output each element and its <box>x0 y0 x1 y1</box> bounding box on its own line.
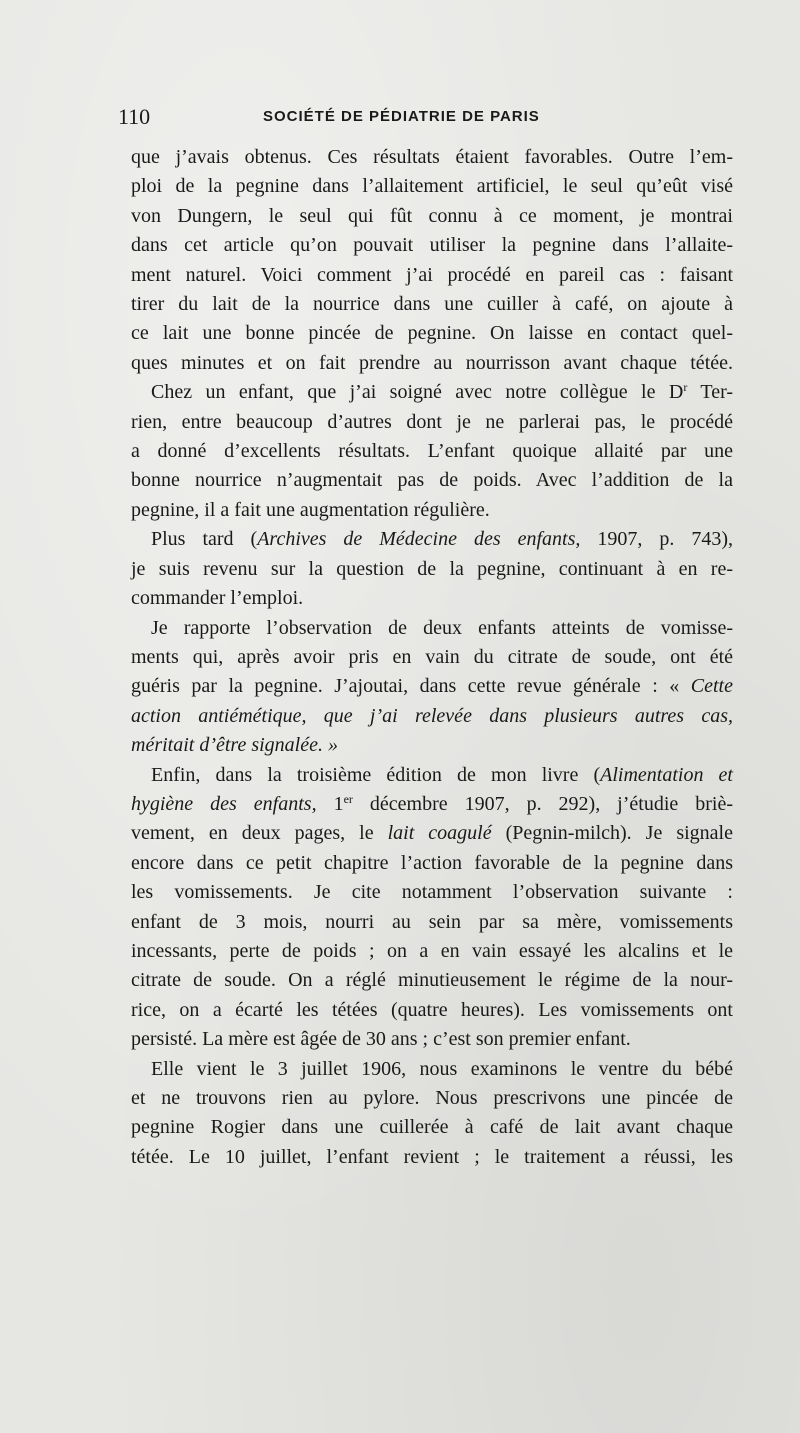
text-line: dans cet article qu’on pouvait utiliser la pegnine dans l’allaite- <box>131 234 733 257</box>
text-line: pegnine Rogier dans une cuillerée à café de lait avant chaque <box>131 1116 733 1139</box>
text-fragment: 1 <box>316 792 344 815</box>
text-line: ploi de la pegnine dans l’allaitement artificiel, le seul qu’eût visé <box>131 175 733 198</box>
text-line <box>131 761 733 790</box>
text-fragment: Chez un enfant, que j’ai soigné avec notre collègue le D <box>151 381 684 404</box>
text-line: tétée. Le 10 juillet, l’enfant revient ; le traitement a réussi, les <box>131 1145 733 1168</box>
text-line <box>131 702 733 731</box>
text-line: Elle vient le 3 juillet 1906, nous examinons le ventre du bébé <box>151 1057 733 1080</box>
text-line: ments qui, après avoir pris en vain du citrate de soude, ont été <box>131 645 733 668</box>
text-line: ment naturel. Voici comment j’ai procédé en pareil cas : faisant <box>131 263 733 286</box>
text-line: bonne nourrice n’augmentait pas de poids. Avec l’addition de la <box>131 469 733 492</box>
body-text <box>131 143 733 1172</box>
text-line <box>131 819 733 848</box>
text-line: persisté. La mère est âgée de 30 ans ; c’est son premier enfant. <box>131 1028 631 1051</box>
page-header <box>118 104 738 134</box>
text-line: rien, entre beaucoup d’autres dont je ne parlerai pas, le procédé <box>131 410 733 433</box>
italic-term: lait coagulé <box>387 822 492 845</box>
text-fragment: (Pegnin-milch). Je signale <box>491 822 733 845</box>
text-line: a donné d’excellents résultats. L’enfant quoique allaité par une <box>131 440 733 463</box>
text-line: ce lait une bonne pincée de pegnine. On laisse en contact quel- <box>131 322 733 345</box>
text-line: que j’avais obtenus. Ces résultats étaient favorables. Outre l’em- <box>131 146 733 168</box>
superscript: r <box>683 380 688 395</box>
text-line: enfant de 3 mois, nourri au sein par sa mère, vomissements <box>131 910 733 933</box>
text-line: je suis revenu sur la question de la pegnine, continuant à en re- <box>131 557 733 580</box>
text-fragment: Ter- <box>687 381 734 404</box>
text-line: rice, on a écarté les tétées (quatre heures). Les vomissements ont <box>131 998 733 1021</box>
italic-citation: hygiène des enfants, <box>131 792 317 815</box>
text-line: encore dans ce petit chapitre l’action favorable de la pegnine dans <box>131 851 733 874</box>
italic-quote: Cette <box>690 675 733 698</box>
text-fragment: guéris par la pegnine. J’ajoutai, dans cette revue générale : « <box>131 675 691 698</box>
text-line: les vomissements. Je cite notamment l’observation suivante : <box>131 881 733 904</box>
text-line: von Dungern, le seul qui fût connu à ce moment, je montrai <box>131 204 733 227</box>
text-line: ques minutes et on fait prendre au nourrisson avant chaque tétée. <box>131 351 733 374</box>
text-line: pegnine, il a fait une augmentation régulière. <box>131 498 490 521</box>
italic-citation: Alimentation et <box>600 763 733 786</box>
superscript: er <box>343 791 353 806</box>
text-line <box>131 731 733 760</box>
text-line: citrate de soude. On a réglé minutieusement le régime de la nour- <box>131 969 733 992</box>
text-line <box>131 378 733 407</box>
text-fragment: décembre 1907, p. 292), j’étudie briè- <box>352 792 734 815</box>
italic-quote: action antiémétique, que j’ai relevée dans plusieurs autres cas, <box>131 704 733 727</box>
italic-quote: méritait d’être signalée. » <box>131 734 338 757</box>
running-head: SOCIÉTÉ DE PÉDIATRIE DE PARIS <box>263 108 540 125</box>
text-line: Je rapporte l’observation de deux enfants atteints de vomisse- <box>151 616 733 639</box>
text-line: commander l’emploi. <box>131 587 304 610</box>
text-line <box>131 525 733 554</box>
text-line <box>131 790 733 819</box>
text-line <box>131 672 733 701</box>
text-line: incessants, perte de poids ; on a en vain essayé les alcalins et le <box>131 939 733 962</box>
text-fragment: vement, en deux pages, le <box>131 822 388 845</box>
text-fragment: 1907, p. 743), <box>580 528 733 551</box>
italic-citation: Archives de Médecine des enfants, <box>257 528 581 551</box>
page-number: 110 <box>118 104 151 129</box>
text-fragment: Enfin, dans la troisième édition de mon livre ( <box>151 763 601 786</box>
text-line: tirer du lait de la nourrice dans une cuiller à café, on ajoute à <box>131 293 733 316</box>
text-line: et ne trouvons rien au pylore. Nous prescrivons une pincée de <box>131 1087 733 1109</box>
text-fragment: Plus tard ( <box>151 528 258 551</box>
